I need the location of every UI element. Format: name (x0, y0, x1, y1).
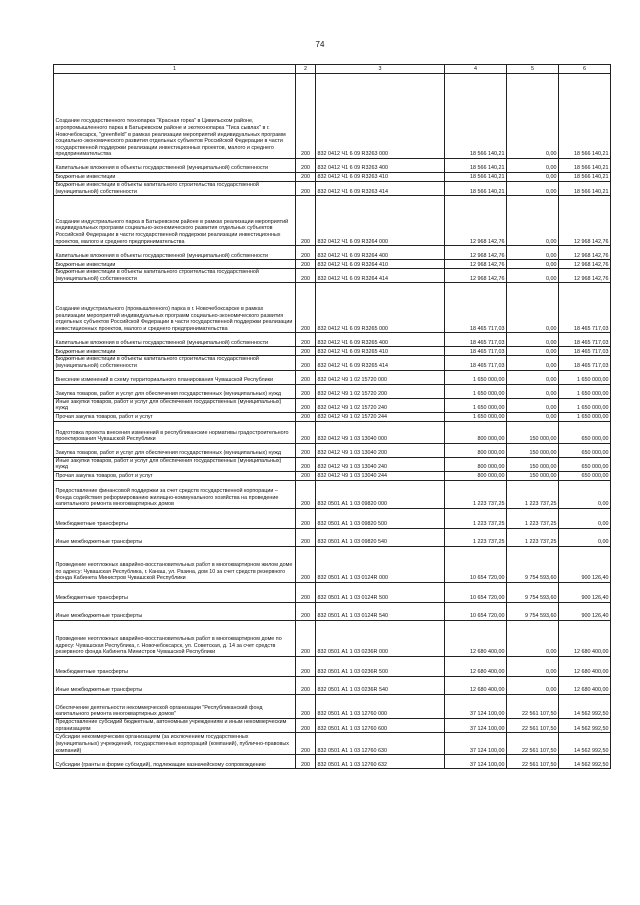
row-value-col4-cell: 1 650 000,00 (445, 370, 507, 384)
row-value-col6-cell: 1 650 000,00 (559, 398, 611, 412)
row-name-cell: Создание индустриального (промышленного) парка в г. Новочебоксарске в рамках реализации мероприятий индивидуальных программ социально-экономического развития отдельных субъектов Российской Федерации в части государственной поддержки реализации инвестиционных проектов, малого и среднего предпринимательства (54, 283, 296, 333)
row-value-col6-cell: 18 465 717,03 (559, 283, 611, 333)
row-code-cell: 832 0412 Ч9 1 02 15720 000 (316, 370, 445, 384)
row-column-2-cell: 200 (296, 196, 316, 246)
row-column-2-cell: 200 (296, 602, 316, 620)
table-row (54, 356, 611, 370)
page-number: 74 (315, 40, 325, 49)
row-code-cell: 832 0501 А1 1 03 12760 632 (316, 755, 445, 769)
row-code-cell: 832 0412 Ч9 1 03 13040 240 (316, 457, 445, 471)
row-value-col4-cell: 18 465 717,03 (445, 356, 507, 370)
table-row (54, 656, 611, 676)
row-column-2-cell: 200 (296, 480, 316, 508)
row-name-cell: Бюджетные инвестиции (54, 173, 296, 182)
row-name-cell: Межбюджетные трансферты (54, 656, 296, 676)
row-value-col5-cell: 0,00 (507, 620, 559, 656)
table-row (54, 398, 611, 412)
row-column-2-cell: 200 (296, 443, 316, 457)
row-code-cell: 832 0501 А1 1 03 12760 000 (316, 694, 445, 718)
row-name-cell: Создание государственного технопарка "Красная горка" в Цивильском районе, агропромышленного парка в Батыревском районе и экотехнопарка "Тиса сывлах" в г. Новочебоксарск, "greenfield" в рамках реализации мероприятий индивидуальных программ социально-экономического развития отдельных субъектов Российской Федерации в части государственной поддержки реализации инвестиционных проектов, малого и среднего предпринимательства (54, 74, 296, 159)
row-column-2-cell: 200 (296, 582, 316, 602)
table-row (54, 260, 611, 269)
row-value-col5-cell: 9 754 593,60 (507, 602, 559, 620)
row-value-col4-cell: 10 654 720,00 (445, 602, 507, 620)
row-code-cell: 832 0412 Ч1 6 09 R3265 410 (316, 347, 445, 356)
row-name-cell: Создание индустриального парка в Батыревском районе в рамках реализации мероприятий индивидуальных программ социально-экономического развития отдельных субъектов Российской Федерации в части государственной поддержки реализации инвестиционных проектов, малого и среднего предпринимательства (54, 196, 296, 246)
row-value-col4-cell: 37 124 100,00 (445, 718, 507, 732)
row-value-col5-cell: 1 223 737,25 (507, 528, 559, 546)
row-value-col6-cell: 14 562 992,50 (559, 718, 611, 732)
row-value-col5-cell: 22 561 107,50 (507, 733, 559, 755)
row-value-col4-cell: 800 000,00 (445, 443, 507, 457)
row-column-2-cell: 200 (296, 508, 316, 528)
row-code-cell: 832 0501 А1 1 03 12760 630 (316, 733, 445, 755)
row-value-col4-cell: 1 650 000,00 (445, 384, 507, 398)
row-value-col4-cell: 18 566 140,21 (445, 74, 507, 159)
row-code-cell: 832 0501 А1 1 03 12760 600 (316, 718, 445, 732)
row-value-col4-cell: 18 465 717,03 (445, 333, 507, 347)
row-column-2-cell: 200 (296, 546, 316, 582)
table-row (54, 694, 611, 718)
row-name-cell: Иные закупки товаров, работ и услуг для обеспечения государственных (муниципальных) нужд (54, 457, 296, 471)
row-value-col6-cell: 18 566 140,21 (559, 173, 611, 182)
row-value-col6-cell: 900 126,40 (559, 546, 611, 582)
row-value-col6-cell: 12 680 400,00 (559, 676, 611, 694)
table-row (54, 528, 611, 546)
table-row (54, 182, 611, 196)
row-name-cell: Бюджетные инвестиции (54, 260, 296, 269)
row-value-col6-cell: 650 000,00 (559, 471, 611, 480)
row-value-col5-cell: 0,00 (507, 370, 559, 384)
row-value-col5-cell: 150 000,00 (507, 471, 559, 480)
row-column-2-cell: 200 (296, 620, 316, 656)
row-value-col5-cell: 0,00 (507, 159, 559, 173)
column-header: 3 (316, 65, 445, 74)
row-code-cell: 832 0412 Ч9 1 02 15720 244 (316, 412, 445, 421)
row-name-cell: Капитальные вложения в объекты государственной (муниципальной) собственности (54, 159, 296, 173)
table-row (54, 173, 611, 182)
row-code-cell: 832 0412 Ч1 6 09 R3264 410 (316, 260, 445, 269)
table-row (54, 620, 611, 656)
row-column-2-cell: 200 (296, 421, 316, 443)
row-value-col4-cell: 12 680 400,00 (445, 656, 507, 676)
row-value-col5-cell: 0,00 (507, 656, 559, 676)
table-row (54, 269, 611, 283)
row-code-cell: 832 0501 А1 1 03 0236R 500 (316, 656, 445, 676)
table-row (54, 384, 611, 398)
table-row (54, 443, 611, 457)
row-value-col6-cell: 18 465 717,03 (559, 333, 611, 347)
row-code-cell: 832 0412 Ч9 1 02 15720 240 (316, 398, 445, 412)
table-row (54, 457, 611, 471)
table-row (54, 676, 611, 694)
table-row (54, 159, 611, 173)
row-value-col4-cell: 800 000,00 (445, 421, 507, 443)
row-code-cell: 832 0412 Ч1 6 09 R3265 000 (316, 283, 445, 333)
row-value-col4-cell: 12 968 142,76 (445, 196, 507, 246)
row-code-cell: 832 0412 Ч1 6 09 R3263 410 (316, 173, 445, 182)
row-value-col5-cell: 0,00 (507, 182, 559, 196)
row-value-col6-cell: 1 650 000,00 (559, 384, 611, 398)
row-name-cell: Закупка товаров, работ и услуг для обеспечения государственных (муниципальных) нужд (54, 443, 296, 457)
row-value-col6-cell: 0,00 (559, 508, 611, 528)
row-column-2-cell: 200 (296, 457, 316, 471)
row-value-col5-cell: 0,00 (507, 196, 559, 246)
row-name-cell: Закупка товаров, работ и услуг для обеспечения государственных (муниципальных) нужд (54, 384, 296, 398)
row-value-col4-cell: 37 124 100,00 (445, 733, 507, 755)
row-column-2-cell: 200 (296, 384, 316, 398)
row-value-col5-cell: 0,00 (507, 269, 559, 283)
row-value-col4-cell: 12 968 142,76 (445, 269, 507, 283)
row-name-cell: Бюджетные инвестиции в объекты капитального строительства государственной (муниципальной) собственности (54, 269, 296, 283)
row-name-cell: Межбюджетные трансферты (54, 582, 296, 602)
table-row (54, 755, 611, 769)
row-name-cell: Иные межбюджетные трансферты (54, 676, 296, 694)
row-value-col4-cell: 12 680 400,00 (445, 676, 507, 694)
row-column-2-cell: 200 (296, 656, 316, 676)
row-value-col5-cell: 0,00 (507, 347, 559, 356)
row-name-cell: Иные межбюджетные трансферты (54, 528, 296, 546)
row-value-col5-cell: 0,00 (507, 412, 559, 421)
row-value-col6-cell: 14 562 992,50 (559, 755, 611, 769)
row-name-cell: Прочая закупка товаров, работ и услуг (54, 471, 296, 480)
row-value-col4-cell: 1 223 737,25 (445, 528, 507, 546)
row-name-cell: Внесение изменений в схему территориального планирования Чувашской Республики (54, 370, 296, 384)
table-row (54, 412, 611, 421)
table-row (54, 196, 611, 246)
row-column-2-cell: 200 (296, 694, 316, 718)
row-name-cell: Прочая закупка товаров, работ и услуг (54, 412, 296, 421)
table-header-row (54, 65, 611, 74)
row-value-col4-cell: 18 566 140,21 (445, 159, 507, 173)
table-row (54, 582, 611, 602)
row-column-2-cell: 200 (296, 269, 316, 283)
row-value-col5-cell: 150 000,00 (507, 457, 559, 471)
column-header: 4 (445, 65, 507, 74)
row-code-cell: 832 0412 Ч9 1 03 13040 244 (316, 471, 445, 480)
row-column-2-cell: 200 (296, 733, 316, 755)
row-name-cell: Подготовка проекта внесения изменений в республиканские нормативы градостроительного проектирования Чувашской Республики (54, 421, 296, 443)
row-code-cell: 832 0412 Ч1 6 09 R3265 414 (316, 356, 445, 370)
row-column-2-cell: 200 (296, 182, 316, 196)
row-value-col6-cell: 12 968 142,76 (559, 196, 611, 246)
row-value-col4-cell: 1 650 000,00 (445, 412, 507, 421)
row-value-col6-cell: 0,00 (559, 528, 611, 546)
row-value-col5-cell: 0,00 (507, 398, 559, 412)
table-body (54, 74, 611, 769)
row-code-cell: 832 0412 Ч1 6 09 R3264 414 (316, 269, 445, 283)
row-value-col4-cell: 800 000,00 (445, 457, 507, 471)
row-code-cell: 832 0412 Ч1 6 09 R3263 400 (316, 159, 445, 173)
row-name-cell: Иные межбюджетные трансферты (54, 602, 296, 620)
row-value-col5-cell: 0,00 (507, 333, 559, 347)
table-row (54, 602, 611, 620)
row-value-col6-cell: 14 562 992,50 (559, 694, 611, 718)
row-column-2-cell: 200 (296, 370, 316, 384)
row-value-col6-cell: 1 650 000,00 (559, 370, 611, 384)
row-value-col4-cell: 18 566 140,21 (445, 182, 507, 196)
row-name-cell: Проведение неотложных аварийно-восстановительных работ в многоквартирном доме по адресу: Чувашская Республика, г. Новочебоксарск, ул. Советская, д. 14 за счет средств резервного фонда Кабинета Министров Чувашской Республики (54, 620, 296, 656)
row-code-cell: 832 0412 Ч1 6 09 R3264 000 (316, 196, 445, 246)
table-row (54, 333, 611, 347)
row-value-col6-cell: 900 126,40 (559, 582, 611, 602)
row-value-col5-cell: 22 561 107,50 (507, 718, 559, 732)
row-value-col5-cell: 0,00 (507, 356, 559, 370)
row-value-col6-cell: 12 968 142,76 (559, 260, 611, 269)
row-column-2-cell: 200 (296, 398, 316, 412)
column-header: 2 (296, 65, 316, 74)
row-value-col6-cell: 14 562 992,50 (559, 733, 611, 755)
row-column-2-cell: 200 (296, 173, 316, 182)
table-row (54, 508, 611, 528)
row-value-col6-cell: 12 680 400,00 (559, 620, 611, 656)
row-value-col5-cell: 0,00 (507, 283, 559, 333)
row-name-cell: Предоставление финансовой поддержки за счет средств государственной корпорации – Фонда содействия реформированию жилищно-коммунального хозяйства на проведение капитального ремонта многоквартирных домов (54, 480, 296, 508)
table-row (54, 733, 611, 755)
row-column-2-cell: 200 (296, 333, 316, 347)
table-row (54, 546, 611, 582)
row-value-col5-cell: 0,00 (507, 676, 559, 694)
row-name-cell: Капитальные вложения в объекты государственной (муниципальной) собственности (54, 333, 296, 347)
row-name-cell: Бюджетные инвестиции в объекты капитального строительства государственной (муниципальной) собственности (54, 356, 296, 370)
row-value-col6-cell: 12 968 142,76 (559, 246, 611, 260)
row-value-col5-cell: 150 000,00 (507, 443, 559, 457)
row-value-col5-cell: 1 223 737,25 (507, 508, 559, 528)
row-value-col5-cell: 1 223 737,25 (507, 480, 559, 508)
row-value-col4-cell: 37 124 100,00 (445, 694, 507, 718)
table-row (54, 246, 611, 260)
row-column-2-cell: 200 (296, 347, 316, 356)
row-column-2-cell: 200 (296, 412, 316, 421)
row-value-col6-cell: 18 566 140,21 (559, 74, 611, 159)
row-code-cell: 832 0412 Ч1 6 09 R3264 400 (316, 246, 445, 260)
table-row (54, 480, 611, 508)
row-value-col4-cell: 18 465 717,03 (445, 283, 507, 333)
row-value-col6-cell: 650 000,00 (559, 443, 611, 457)
row-value-col6-cell: 0,00 (559, 480, 611, 508)
row-code-cell: 832 0412 Ч9 1 03 13040 000 (316, 421, 445, 443)
row-code-cell: 832 0412 Ч9 1 02 15720 200 (316, 384, 445, 398)
row-value-col5-cell: 0,00 (507, 260, 559, 269)
row-value-col6-cell: 18 566 140,21 (559, 182, 611, 196)
row-column-2-cell: 200 (296, 260, 316, 269)
column-header: 6 (559, 65, 611, 74)
row-value-col4-cell: 12 968 142,76 (445, 260, 507, 269)
table-row (54, 718, 611, 732)
row-code-cell: 832 0412 Ч9 1 03 13040 200 (316, 443, 445, 457)
row-column-2-cell: 200 (296, 718, 316, 732)
table-row (54, 370, 611, 384)
row-value-col4-cell: 18 465 717,03 (445, 347, 507, 356)
row-column-2-cell: 200 (296, 528, 316, 546)
row-name-cell: Бюджетные инвестиции в объекты капитального строительства государственной (муниципальной) собственности (54, 182, 296, 196)
row-code-cell: 832 0501 А1 1 03 09820 000 (316, 480, 445, 508)
table-row (54, 283, 611, 333)
row-value-col4-cell: 18 566 140,21 (445, 173, 507, 182)
row-value-col4-cell: 12 968 142,76 (445, 246, 507, 260)
row-value-col4-cell: 37 124 100,00 (445, 755, 507, 769)
row-column-2-cell: 200 (296, 356, 316, 370)
row-name-cell: Субсидии (гранты в форме субсидий), подлежащие казначейскому сопровождению (54, 755, 296, 769)
row-code-cell: 832 0412 Ч1 6 09 R3263 414 (316, 182, 445, 196)
row-value-col4-cell: 800 000,00 (445, 471, 507, 480)
row-column-2-cell: 200 (296, 755, 316, 769)
row-value-col5-cell: 0,00 (507, 384, 559, 398)
row-name-cell: Бюджетные инвестиции (54, 347, 296, 356)
row-value-col4-cell: 1 223 737,25 (445, 508, 507, 528)
row-column-2-cell: 200 (296, 283, 316, 333)
table-row (54, 471, 611, 480)
row-name-cell: Проведение неотложных аварийно-восстановительных работ в многоквартирном жилом доме по адресу: Чувашская Республика, г. Канаш, ул. Разина, дом 10 за счет средств резервного фонда Кабинета Министров Чувашской Республики (54, 546, 296, 582)
row-column-2-cell: 200 (296, 471, 316, 480)
row-value-col5-cell: 9 754 593,60 (507, 582, 559, 602)
row-column-2-cell: 200 (296, 246, 316, 260)
row-column-2-cell: 200 (296, 159, 316, 173)
row-code-cell: 832 0501 А1 1 03 09820 500 (316, 508, 445, 528)
row-value-col5-cell: 150 000,00 (507, 421, 559, 443)
row-name-cell: Субсидии некоммерческим организациям (за исключением государственных (муниципальных) учреждений, государственных корпораций (компаний), публично-правовых компаний) (54, 733, 296, 755)
row-name-cell: Межбюджетные трансферты (54, 508, 296, 528)
row-value-col6-cell: 650 000,00 (559, 457, 611, 471)
row-value-col5-cell: 0,00 (507, 173, 559, 182)
row-code-cell: 832 0412 Ч1 6 09 R3265 400 (316, 333, 445, 347)
column-header: 1 (54, 65, 296, 74)
row-code-cell: 832 0501 А1 1 03 0236R 540 (316, 676, 445, 694)
row-value-col4-cell: 1 650 000,00 (445, 398, 507, 412)
row-value-col5-cell: 0,00 (507, 246, 559, 260)
row-name-cell: Капитальные вложения в объекты государственной (муниципальной) собственности (54, 246, 296, 260)
row-value-col6-cell: 650 000,00 (559, 421, 611, 443)
row-code-cell: 832 0412 Ч1 6 09 R3263 000 (316, 74, 445, 159)
row-value-col5-cell: 9 754 593,60 (507, 546, 559, 582)
column-header: 5 (507, 65, 559, 74)
row-value-col6-cell: 1 650 000,00 (559, 412, 611, 421)
row-name-cell: Иные закупки товаров, работ и услуг для обеспечения государственных (муниципальных) нужд (54, 398, 296, 412)
row-column-2-cell: 200 (296, 74, 316, 159)
row-value-col6-cell: 18 465 717,03 (559, 356, 611, 370)
row-name-cell: Предоставление субсидий бюджетным, автономным учреждениям и иным некоммерческим организациям (54, 718, 296, 732)
row-value-col4-cell: 10 654 720,00 (445, 546, 507, 582)
row-value-col4-cell: 12 680 400,00 (445, 620, 507, 656)
row-value-col5-cell: 22 561 107,50 (507, 694, 559, 718)
table-row (54, 347, 611, 356)
row-value-col5-cell: 0,00 (507, 74, 559, 159)
row-value-col6-cell: 18 465 717,03 (559, 347, 611, 356)
row-value-col6-cell: 12 968 142,76 (559, 269, 611, 283)
row-code-cell: 832 0501 А1 1 03 0124R 000 (316, 546, 445, 582)
row-value-col4-cell: 1 223 737,25 (445, 480, 507, 508)
row-code-cell: 832 0501 А1 1 03 0124R 540 (316, 602, 445, 620)
row-value-col4-cell: 10 654 720,00 (445, 582, 507, 602)
row-code-cell: 832 0501 А1 1 03 09820 540 (316, 528, 445, 546)
row-code-cell: 832 0501 А1 1 03 0236R 000 (316, 620, 445, 656)
row-value-col6-cell: 18 566 140,21 (559, 159, 611, 173)
row-code-cell: 832 0501 А1 1 03 0124R 500 (316, 582, 445, 602)
table-row (54, 421, 611, 443)
budget-table (53, 64, 611, 769)
row-value-col6-cell: 12 680 400,00 (559, 656, 611, 676)
row-value-col5-cell: 22 561 107,50 (507, 755, 559, 769)
row-name-cell: Обеспечение деятельности некоммерческой организации "Республиканский фонд капитального ремонта многоквартирных домов" (54, 694, 296, 718)
row-column-2-cell: 200 (296, 676, 316, 694)
table-row (54, 74, 611, 159)
row-value-col6-cell: 900 126,40 (559, 602, 611, 620)
